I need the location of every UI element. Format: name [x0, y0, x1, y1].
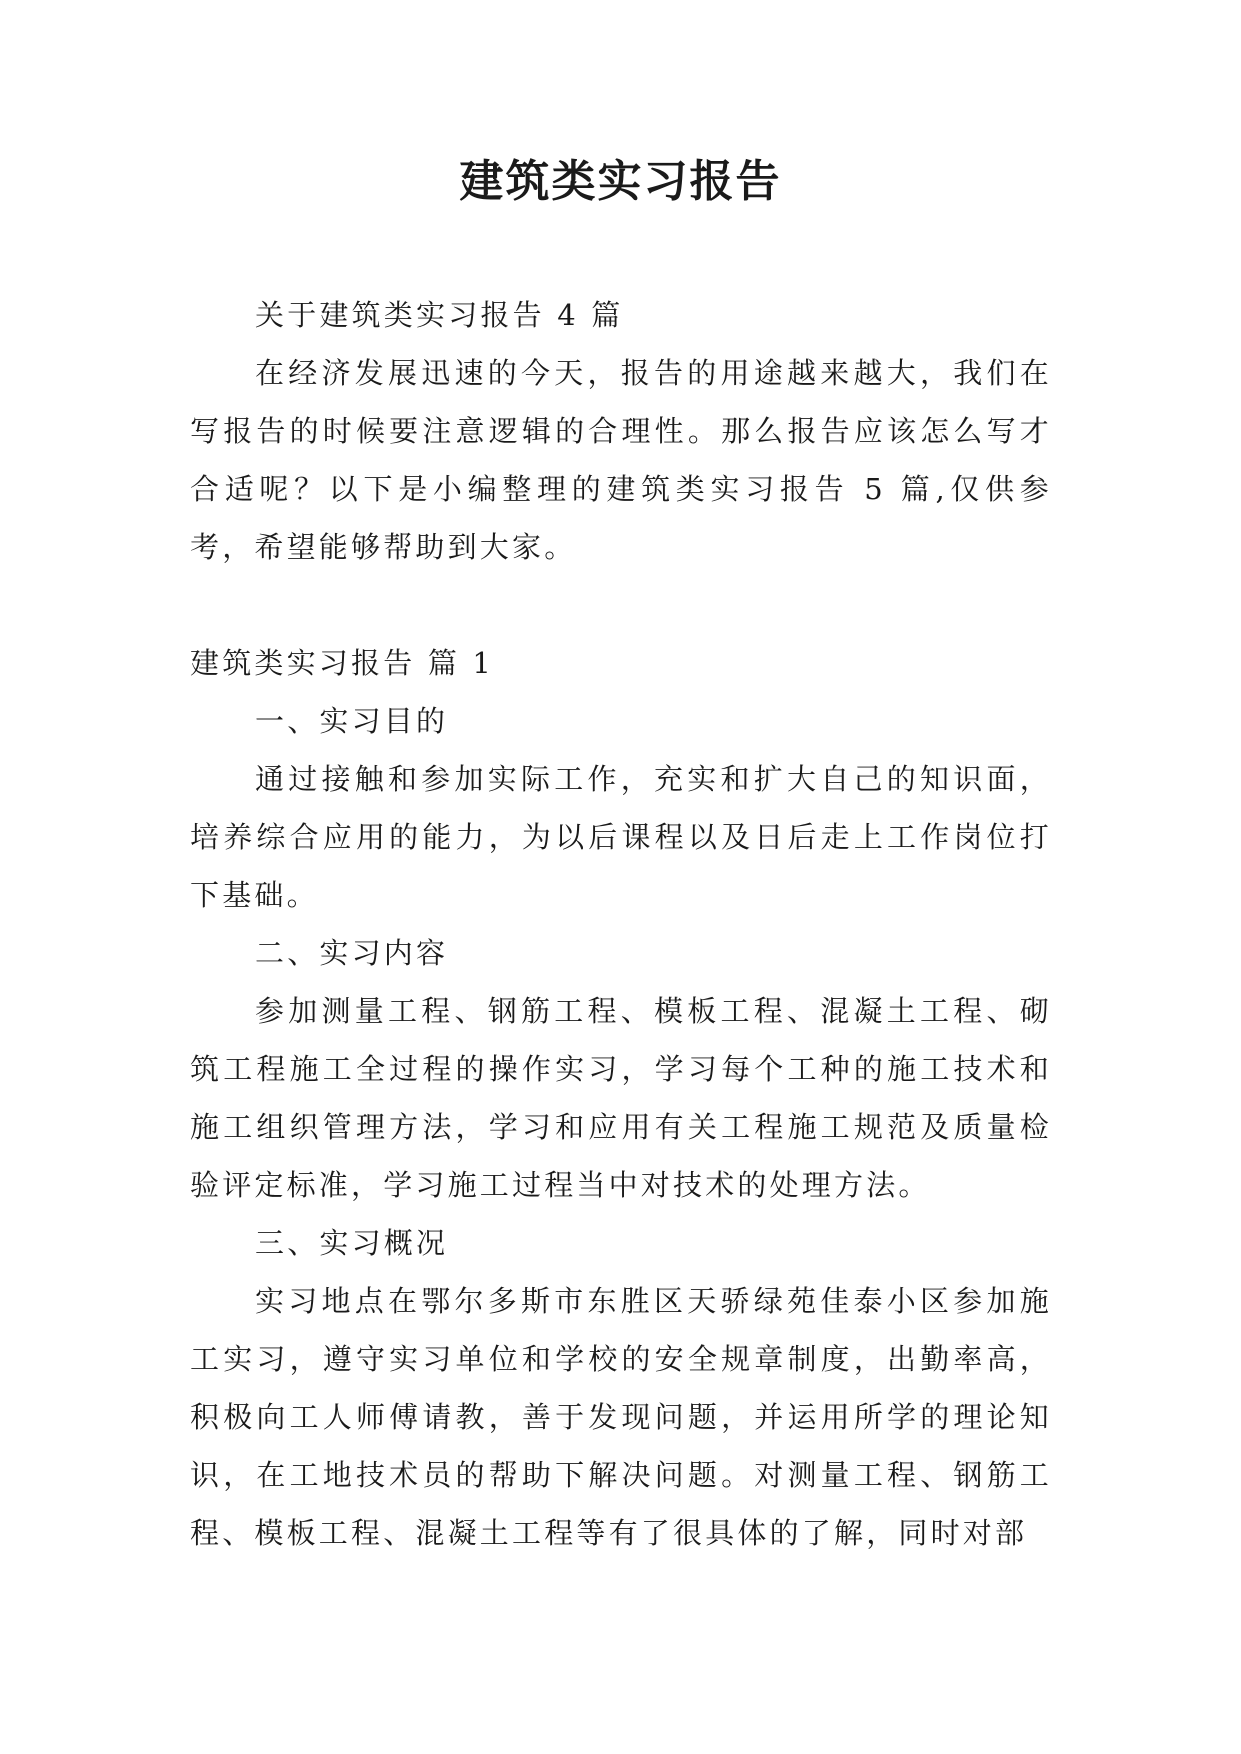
document-title: 建筑类实习报告 — [459, 156, 782, 207]
document-body — [190, 286, 1052, 1562]
paragraph-purpose: 通过接触和参加实际工作，充实和扩大自己的知识面，培养综合应用的能力，为以后课程以及日后走上工作岗位打下基础。 — [190, 762, 1052, 912]
section-title: 建筑类实习报告 篇 1 — [190, 646, 495, 680]
heading-purpose: 一、实习目的 — [255, 704, 449, 738]
intro-heading: 关于建筑类实习报告 4 篇 — [255, 298, 624, 332]
paragraph-content: 参加测量工程、钢筋工程、模板工程、混凝土工程、砌筑工程施工全过程的操作实习，学习每个工种的施工技术和施工组织管理方法，学习和应用有关工程施工规范及质量检验评定标准，学习施工过程当中对技术的处理方法。 — [190, 994, 1052, 1202]
intro-paragraph: 在经济发展迅速的今天，报告的用途越来越大，我们在写报告的时候要注意逻辑的合理性。那么报告应该怎么写才合适呢？以下是小编整理的建筑类实习报告 5 篇,仅供参考，希望能够帮助到大家。 — [190, 356, 1052, 564]
paragraph-overview: 实习地点在鄂尔多斯市东胜区天骄绿苑佳泰小区参加施工实习，遵守实习单位和学校的安全规章制度，出勤率高，积极向工人师傅请教，善于发现问题，并运用所学的理论知识，在工地技术员的帮助下解决问题。对测量工程、钢筋工程、模板工程、混凝土工程等有了很具体的了解，同时对部 — [190, 1284, 1052, 1550]
heading-overview: 三、实习概况 — [255, 1226, 449, 1260]
heading-content: 二、实习内容 — [255, 936, 449, 970]
section-spacer — [190, 576, 1052, 634]
